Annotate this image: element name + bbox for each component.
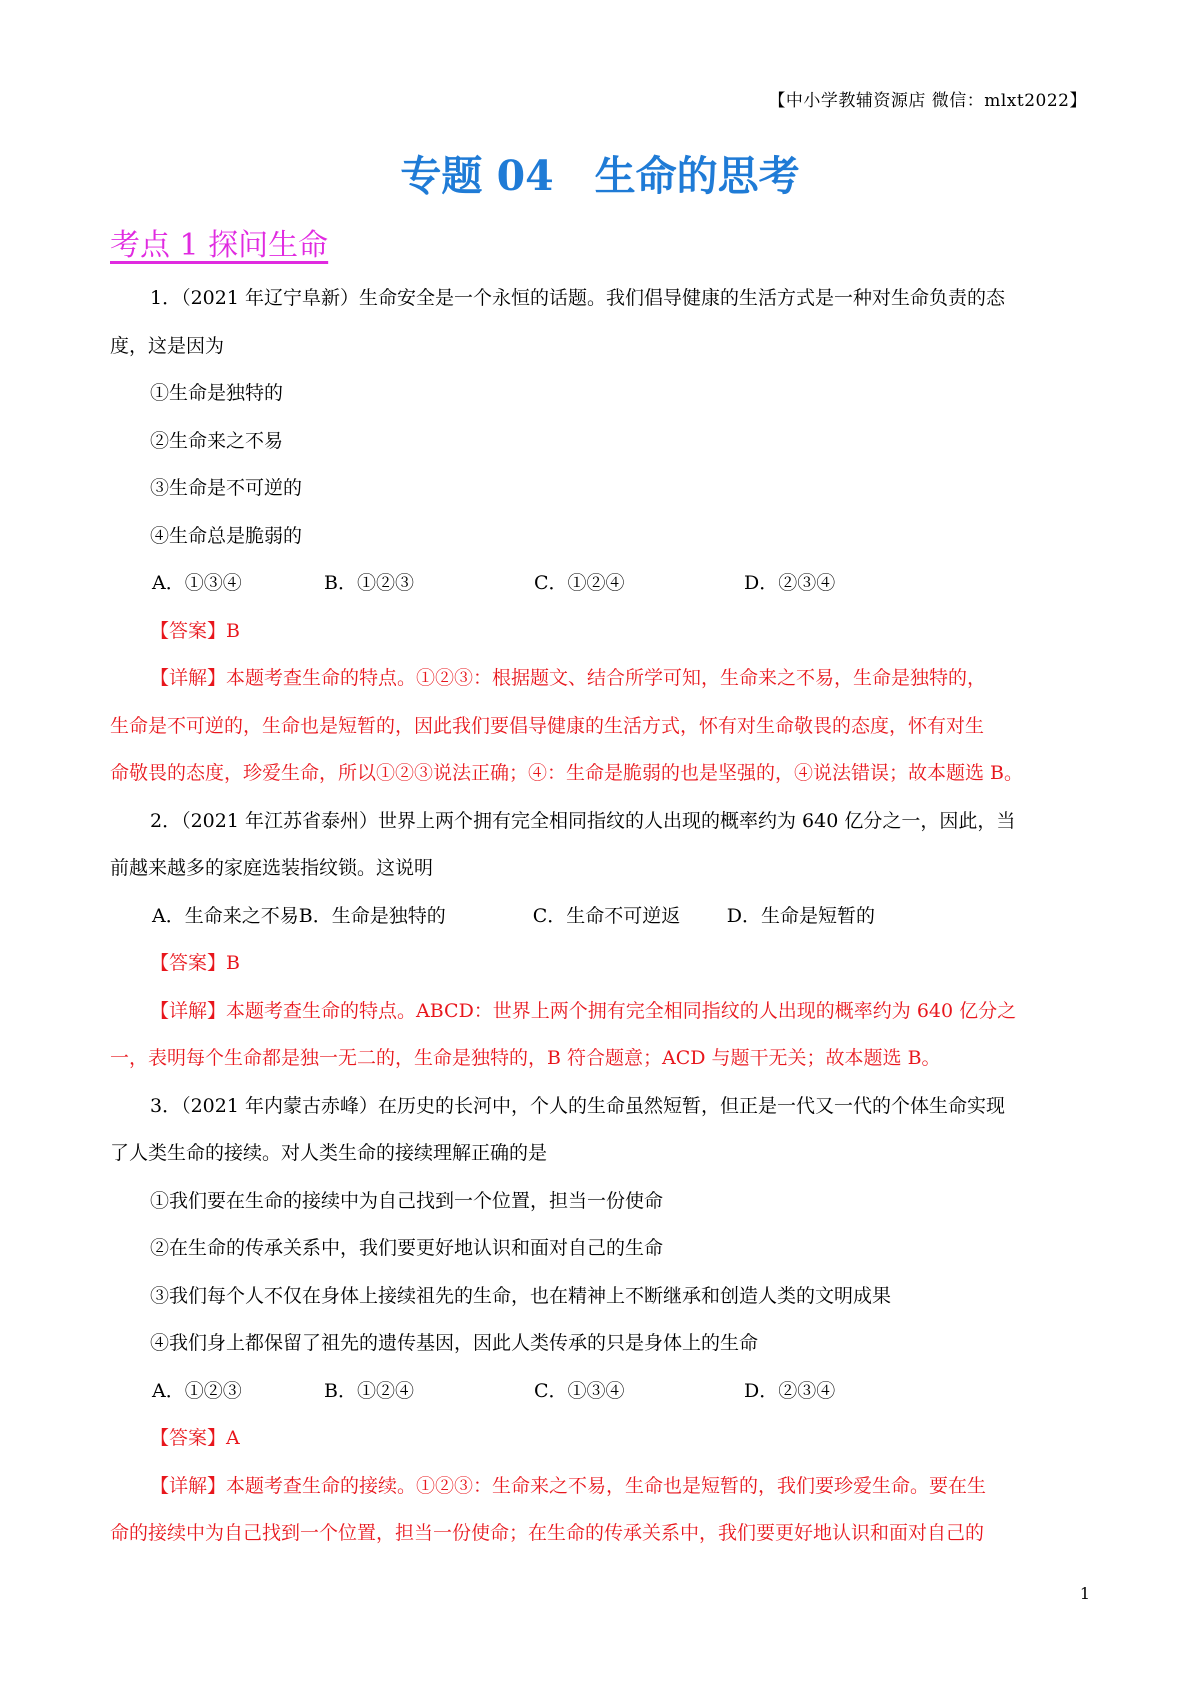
explanation-line: 命的接续中为自己找到一个位置，担当一份使命；在生命的传承关系中，我们要更好地认识和面对自己的 xyxy=(110,1522,985,1544)
question-stem: 1．（2021 年辽宁阜新）生命安全是一个永恒的话题。我们倡导健康的生活方式是一种对生命负责的态 xyxy=(150,287,1005,309)
question-stem-continued: 度，这是因为 xyxy=(110,334,225,357)
explanation-line: 命敬畏的态度，珍爱生命，所以①②③说法正确；④：生命是脆弱的也是坚强的，④说法错误；故本题选 B。 xyxy=(110,762,1024,784)
document-body xyxy=(110,275,1098,1558)
option-b: B．生命是独特的 xyxy=(298,904,446,927)
statement-item: ①生命是独特的 xyxy=(150,382,284,404)
answer-label: 【答案】A xyxy=(150,1427,240,1449)
answer-options xyxy=(110,1368,1098,1416)
explanation-line: 生命是不可逆的，生命也是短暂的，因此我们要倡导健康的生活方式，怀有对生命敬畏的态度，怀有对生 xyxy=(110,714,985,737)
statement-item: ②生命来之不易 xyxy=(150,429,284,452)
question-3 xyxy=(110,1083,1098,1558)
question-1 xyxy=(110,275,1098,798)
option-b: B．①②④ xyxy=(324,1379,414,1402)
option-b: B．①②③ xyxy=(324,572,414,594)
option-d: D．②③④ xyxy=(744,572,836,594)
explanation-line: 【详解】本题考查生命的特点。①②③：根据题文、结合所学可知，生命来之不易，生命是独特的， xyxy=(150,667,987,689)
header-note: 【中小学教辅资源店 微信：mlxt2022】 xyxy=(768,91,1087,111)
question-stem-continued: 了人类生命的接续。对人类生命的接续理解正确的是 xyxy=(110,1142,548,1164)
option-a: A．生命来之不易 xyxy=(152,904,299,927)
question-stem: 3．（2021 年内蒙古赤峰）在历史的长河中，个人的生命虽然短暂，但正是一代又一代的个体生命实现 xyxy=(150,1094,1005,1117)
option-c: C．①③④ xyxy=(534,1379,625,1402)
question-stem-continued: 前越来越多的家庭选装指纹锁。这说明 xyxy=(110,857,434,879)
explanation-line: 一，表明每个生命都是独一无二的，生命是独特的，B 符合题意；ACD 与题干无关；故本题选 B。 xyxy=(110,1047,941,1069)
explanation-line: 【详解】本题考查生命的接续。①②③：生命来之不易，生命也是短暂的，我们要珍爱生命。要在生 xyxy=(150,1474,987,1497)
section-heading: 考点 1 探问生命 xyxy=(110,228,329,263)
option-a: A．①②③ xyxy=(152,1379,242,1402)
statement-item: ②在生命的传承关系中，我们要更好地认识和面对自己的生命 xyxy=(150,1237,664,1259)
answer-options xyxy=(110,893,1098,941)
option-d: D．生命是短暂的 xyxy=(726,904,875,927)
document-title: 专题 04 生命的思考 xyxy=(400,152,800,200)
statement-item: ④我们身上都保留了祖先的遗传基因，因此人类传承的只是身体上的生命 xyxy=(150,1332,759,1354)
statement-item: ④生命总是脆弱的 xyxy=(150,524,303,547)
option-a: A．①③④ xyxy=(152,572,242,594)
page-number: 1 xyxy=(1079,1584,1090,1603)
answer-label: 【答案】B xyxy=(150,619,240,642)
explanation-line: 【详解】本题考查生命的特点。ABCD：世界上两个拥有完全相同指纹的人出现的概率约为 640 亿分之 xyxy=(150,999,1017,1022)
answer-label: 【答案】B xyxy=(150,952,240,974)
option-d: D．②③④ xyxy=(744,1379,836,1402)
question-2 xyxy=(110,798,1098,1083)
option-c: C．生命不可逆返 xyxy=(532,904,681,927)
option-c: C．①②④ xyxy=(534,572,625,594)
statement-item: ③我们每个人不仅在身体上接续祖先的生命，也在精神上不断继承和创造人类的文明成果 xyxy=(150,1284,892,1307)
statement-item: ③生命是不可逆的 xyxy=(150,477,303,499)
answer-options xyxy=(110,560,1098,608)
question-stem: 2．（2021 年江苏省泰州）世界上两个拥有完全相同指纹的人出现的概率约为 640 亿分之一，因此，当 xyxy=(150,809,1016,832)
statement-item: ①我们要在生命的接续中为自己找到一个位置，担当一份使命 xyxy=(150,1189,664,1212)
